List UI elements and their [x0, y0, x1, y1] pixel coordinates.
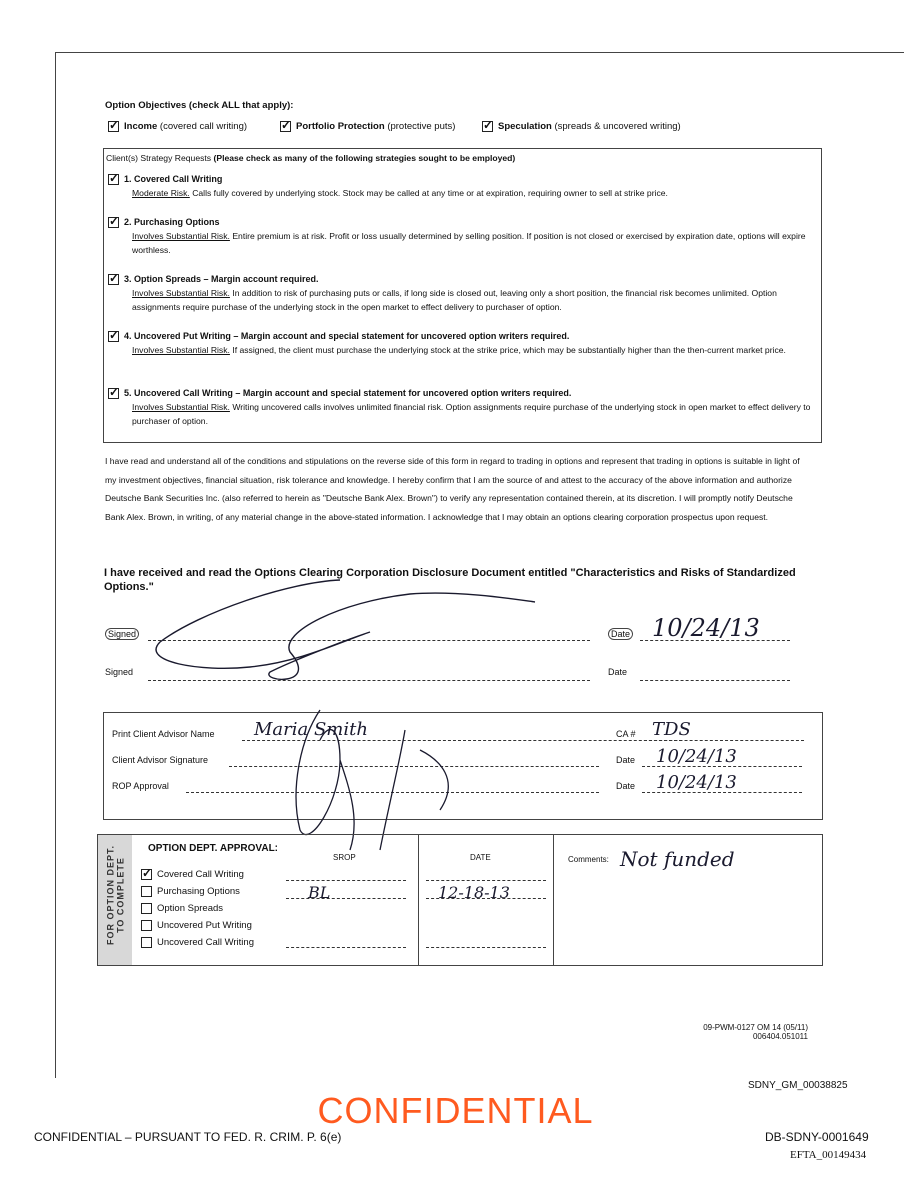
date-header: DATE [470, 853, 491, 862]
strategy-item-5: ✓5. Uncovered Call Writing – Margin account and special statement for uncovered option writers required. Involves Substantial Risk. Writing uncovered calls involves unlimited financial risk. Option assignments require purchase of the underlying stock in open market to effect delivery to purchaser of option. [108, 386, 813, 428]
client-statement: I have read and understand all of the conditions and stipulations on the reverse side of this form in regard to trading in options and represent that trading in options is suitable in light of my investment objectives, financial situation, risk tolerance and knowledge. I hereby confirm that I am the source of and attest to the accuracy of the above information and authorize Deutsche Bank Securities Inc. (also referred to herein as "Deutsche Bank Alex. Brown") to verify any representation contained therein, at its discretion. I will promptly notify Deutsche Bank Alex. Brown, in writing, of any material change in the above-stated information. I acknowledge that I may obtain an options clearing corporation prospectus upon request. [105, 456, 800, 522]
ca-value: TDS [652, 719, 691, 740]
checkbox-approval-covered-call[interactable] [141, 869, 152, 880]
srop-line-2[interactable] [286, 898, 406, 899]
ocd-acknowledgement: I have received and read the Options Clearing Corporation Disclosure Document entitled "Characteristics and Risks of Standardized Options." [104, 567, 796, 593]
srop-initials: BL [308, 883, 331, 902]
date-line-c[interactable] [426, 947, 546, 948]
checkbox-strategy-5[interactable] [108, 388, 119, 399]
confidential-stamp: CONFIDENTIAL [317, 1090, 594, 1131]
column-divider-1 [418, 835, 419, 965]
srop-line-1[interactable] [286, 880, 406, 881]
comments-label: Comments: [568, 855, 609, 864]
date-line-a[interactable] [426, 880, 546, 881]
checkbox-approval-purchasing[interactable] [141, 886, 152, 897]
strategy-item-4: ✓4. Uncovered Put Writing – Margin account and special statement for uncovered option writers required. Involves Substantial Risk. If assigned, the client must purchase the underlying stock at the strike price, which may be substantially higher than the then-current market price. [108, 329, 813, 357]
objective-income[interactable]: ✓Income (covered call writing) [108, 121, 247, 132]
footer-efta-bates: EFTA_00149434 [790, 1149, 867, 1161]
form-code: 09-PWM-0127 OM 14 (05/11) 006404.051011 [703, 1023, 808, 1041]
date-label-2: Date [608, 667, 628, 677]
option-dept-side-label: FOR OPTION DEPT. TO COMPLETE [98, 835, 132, 965]
checkbox-income[interactable] [108, 121, 119, 132]
column-divider-2 [553, 835, 554, 965]
advisor-signature-label: Client Advisor Signature [112, 755, 209, 765]
checkbox-strategy-3[interactable] [108, 274, 119, 285]
date-label-1: Date [608, 628, 633, 640]
ca-label: CA # [616, 729, 636, 739]
checkbox-approval-uncovered-call[interactable] [141, 937, 152, 948]
approval-uncovered-call[interactable]: Uncovered Call Writing [141, 937, 254, 948]
advisor-date-label: Date [616, 755, 636, 765]
checkbox-approval-spreads[interactable] [141, 903, 152, 914]
checkbox-protection[interactable] [280, 121, 291, 132]
strategy-item-1: ✓1. Covered Call Writing Moderate Risk. Calls fully covered by underlying stock. Stock may be called at any time or at expiration, requiring owner to sell at strike price. [108, 172, 813, 200]
ca-line[interactable] [644, 740, 804, 741]
checkbox-strategy-2[interactable] [108, 217, 119, 228]
approval-spreads[interactable]: Option Spreads [141, 903, 223, 914]
srop-line-3[interactable] [286, 947, 406, 948]
footer-confidential-notice: CONFIDENTIAL – PURSUANT TO FED. R. CRIM. P. 6(e) [34, 1130, 342, 1144]
checkbox-strategy-4[interactable] [108, 331, 119, 342]
approval-purchasing[interactable]: Purchasing Options [141, 886, 240, 897]
comments-value: Not funded [620, 847, 735, 871]
signed-label-1: Signed [105, 628, 139, 640]
objectives-heading: Option Objectives (check ALL that apply): [105, 100, 294, 111]
objective-speculation[interactable]: ✓ Speculation (spreads & uncovered writing) [482, 121, 681, 132]
advisor-name-value: Maria Smith [254, 719, 368, 740]
advisor-date-value: 10/24/13 [656, 746, 737, 767]
strategy-intro: Client(s) Strategy Requests (Please check as many of the following strategies sought to be employed) [106, 153, 516, 163]
option-dept-title: OPTION DEPT. APPROVAL: [148, 843, 279, 854]
checkbox-speculation[interactable] [482, 121, 493, 132]
checkbox-approval-uncovered-put[interactable] [141, 920, 152, 931]
signed-label-2: Signed [105, 667, 134, 677]
footer-db-bates: DB-SDNY-0001649 [765, 1130, 869, 1144]
strategy-item-3: ✓3. Option Spreads – Margin account required. Involves Substantial Risk. In addition to risk of purchasing puts or calls, if long side is closed out, leaving only a short position, the financial risk becomes unlimited. Option assignments require purchase of the underlying stock in the open market to effect delivery to purchaser of option. [108, 272, 813, 314]
objective-protection[interactable]: ✓ Portfolio Protection (protective puts) [280, 121, 455, 132]
rop-date-value: 10/24/13 [656, 772, 737, 793]
date-value-1: 10/24/13 [652, 614, 760, 642]
date-line-2[interactable] [640, 680, 790, 681]
srop-header: SROP [333, 853, 356, 862]
client-signature [140, 572, 600, 692]
approval-date-value: 12-18-13 [438, 883, 510, 902]
approval-uncovered-put[interactable]: Uncovered Put Writing [141, 920, 252, 931]
strategy-item-2: ✓2. Purchasing Options Involves Substantial Risk. Entire premium is at risk. Profit or loss usually determined by selling position. If position is not closed or exercised by expiration date, options will expire worthless. [108, 215, 813, 257]
strategy-box [103, 148, 822, 443]
sdny-bates: SDNY_GM_00038825 [748, 1080, 848, 1091]
approval-covered-call[interactable]: ✓Covered Call Writing [141, 869, 244, 880]
checkbox-strategy-1[interactable] [108, 174, 119, 185]
option-dept-box [97, 834, 823, 966]
rop-approval-label: ROP Approval [112, 781, 169, 791]
rop-date-label: Date [616, 781, 636, 791]
advisor-name-label: Print Client Advisor Name [112, 729, 215, 739]
